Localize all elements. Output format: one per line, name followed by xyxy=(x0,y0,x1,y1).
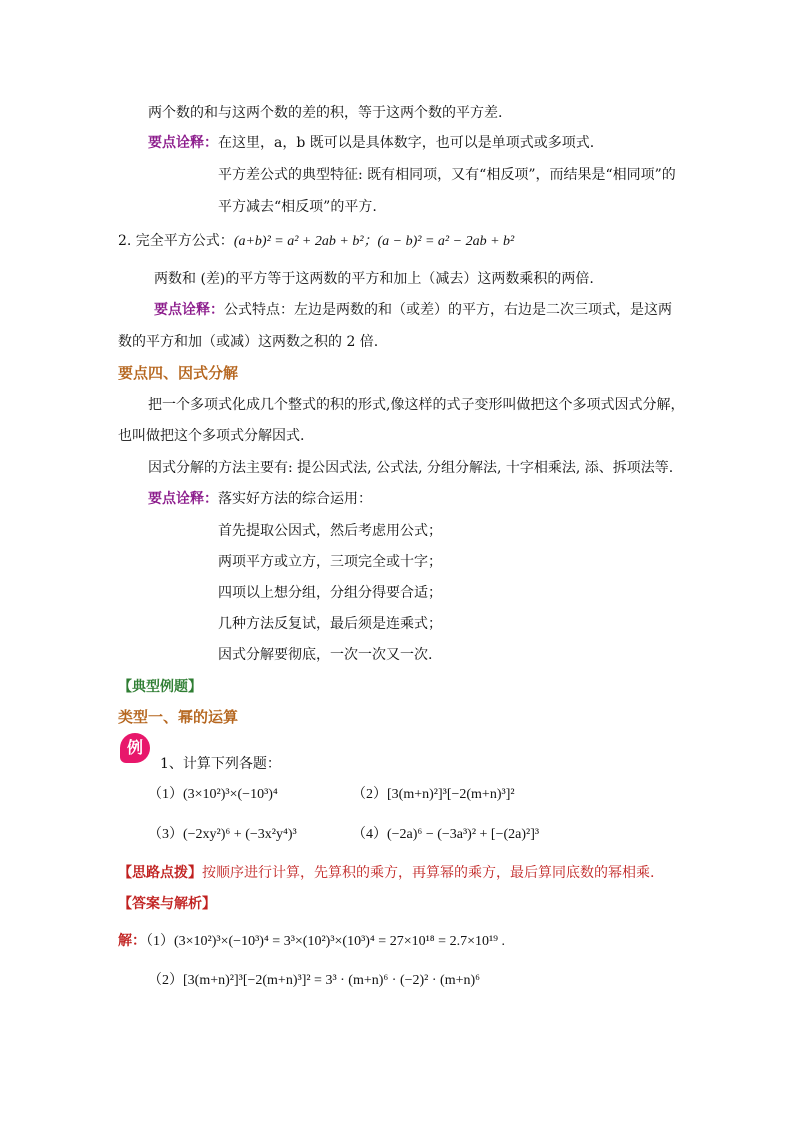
note-label: 要点诠释： xyxy=(148,491,218,507)
solution-1: （1）(3×10²)³×(−10³)⁴ = 3³×(10²)³×(10³)⁴ = 27×10¹⁸ = 2.7×10¹⁹ . xyxy=(146,934,506,949)
answer-label: 【答案与解析】 xyxy=(118,896,216,912)
question-1: （1）(3×10²)³×(−10³)⁴ xyxy=(148,787,278,802)
rhyme-line: 因式分解要彻底，一次一次又一次. xyxy=(218,647,433,663)
rhyme-line: 首先提取公因式，然后考虑用公式； xyxy=(218,523,442,539)
note-label: 要点诠释： xyxy=(154,302,224,318)
solution-2: （2）[3(m+n)²]³[−2(m+n)³]² = 3³ · (m+n)⁶ · (−2)² · (m+n)⁶ xyxy=(148,973,481,988)
formula-row xyxy=(118,232,514,251)
note-label: 要点诠释： xyxy=(148,135,218,151)
text-line: 数的平方和加（或减）这两数之积的 2 倍. xyxy=(118,334,379,350)
formula-title: 2. 完全平方公式： xyxy=(118,233,234,249)
note-text: 落实好方法的综合运用： xyxy=(218,491,372,507)
hint-label: 【思路点拨】 xyxy=(118,865,202,881)
rhyme-line: 几种方法反复试，最后须是连乘式； xyxy=(218,616,442,632)
section-heading: 要点四、因式分解 xyxy=(118,364,239,382)
note-text: 在这里，a，b 既可以是具体数字，也可以是单项式或多项式. xyxy=(218,135,595,151)
question-intro: 1、计算下列各题： xyxy=(160,756,281,772)
note-text: 公式特点：左边是两数的和（或差）的平方，右边是二次三项式，是这两 xyxy=(224,302,672,318)
formula: (a+b)² = a² + 2ab + b²；(a − b)² = a² − 2ab + b² xyxy=(233,234,515,249)
text-line: 平方差公式的典型特征: 既有相同项，又有“相反项”，而结果是“相同项”的 xyxy=(218,167,676,183)
text-line: 把一个多项式化成几个整式的积的形式,像这样的式子变形叫做把这个多项式因式分解， xyxy=(148,397,685,413)
text-line: 平方减去“相反项”的平方. xyxy=(218,199,377,215)
example-badge: 例 xyxy=(120,733,150,763)
examples-heading: 【典型例题】 xyxy=(118,679,202,695)
rhyme-line: 四项以上想分组，分组分得要合适； xyxy=(218,585,442,601)
text-line: 两个数的和与这两个数的差的积，等于这两个数的平方差. xyxy=(148,105,503,121)
text-line: 也叫做把这个多项式分解因式. xyxy=(118,428,305,444)
hint-text: 按顺序进行计算，先算积的乘方，再算幂的乘方，最后算同底数的幂相乘. xyxy=(202,865,655,881)
solution-prefix: 解： xyxy=(118,933,146,949)
question-4: （4）(−2a)⁶ − (−3a³)² + [−(2a)²]³ xyxy=(352,827,540,842)
rhyme-line: 两项平方或立方，三项完全或十字； xyxy=(218,554,442,570)
note-row xyxy=(148,134,594,152)
question-2: （2）[3(m+n)²]³[−2(m+n)³]² xyxy=(352,787,515,802)
text-line: 因式分解的方法主要有: 提公因式法, 公式法, 分组分解法, 十字相乘法, 添、拆项法等. xyxy=(148,460,674,476)
question-3: （3）(−2xy²)⁶ + (−3x²y⁴)³ xyxy=(148,827,297,842)
text-line: 两数和 (差)的平方等于这两数的平方和加上（减去）这两数乘积的两倍. xyxy=(154,271,594,287)
solution-row xyxy=(118,932,505,951)
note-row xyxy=(148,490,372,508)
type-heading: 类型一、幂的运算 xyxy=(118,708,239,726)
hint-row xyxy=(118,864,654,882)
note-row xyxy=(154,301,672,319)
